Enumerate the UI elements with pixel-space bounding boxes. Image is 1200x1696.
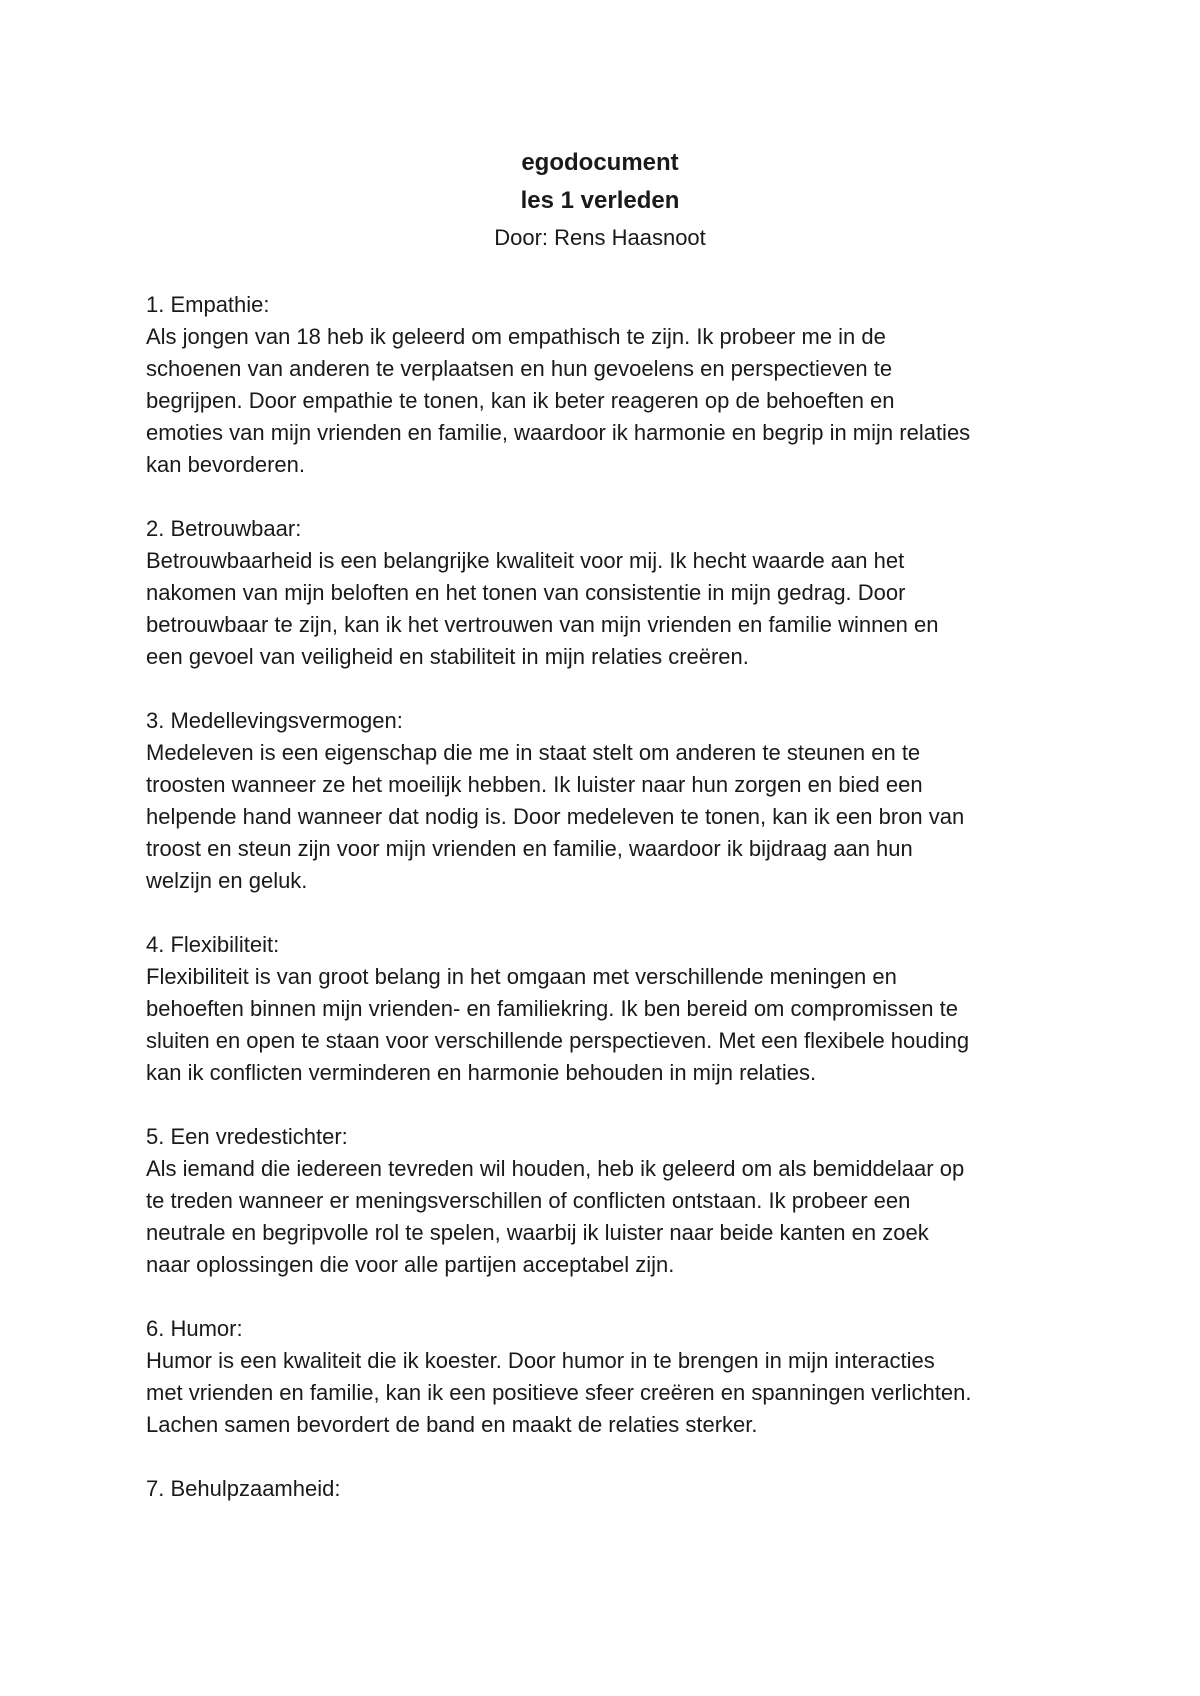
section-heading: 7. Behulpzaamheid: bbox=[146, 1476, 341, 1501]
section-vredestichter bbox=[146, 1121, 1066, 1281]
section-text: Als iemand die iedereen tevreden wil houden, heb ik geleerd om als bemiddelaar op te treden wanneer er meningsverschillen of conflicten ontstaan. Ik probeer een neutrale en begripvolle rol te spelen, waarbij ik luister naar beide kanten en zoek naar oplossingen die voor alle partijen acceptabel zijn. bbox=[146, 1156, 965, 1277]
document-title: egodocument bbox=[521, 149, 679, 176]
section-text: Medeleven is een eigenschap die me in staat stelt om anderen te steunen en te troosten wanneer ze het moeilijk hebben. Ik luister naar hun zorgen en bied een helpende hand wanneer dat nodig is. Door medeleven te tonen, kan ik een bron van troost en steun zijn voor mijn vrienden en familie, waardoor ik bijdraag aan hun welzijn en geluk. bbox=[146, 740, 965, 893]
section-text: Als jongen van 18 heb ik geleerd om empathisch te zijn. Ik probeer me in de schoenen van anderen te verplaatsen en hun gevoelens en perspectieven te begrijpen. Door empathie te tonen, kan ik beter reageren op de behoeften en emoties van mijn vrienden en familie, waardoor ik harmonie en begrip in mijn relaties kan bevorderen. bbox=[146, 324, 971, 477]
section-text: Flexibiliteit is van groot belang in het omgaan met verschillende meningen en behoeften binnen mijn vrienden- en familiekring. Ik ben bereid om compromissen te sluiten en open te staan voor verschillende perspectieven. Met een flexibele houding kan ik conflicten verminderen en harmonie behouden in mijn relaties. bbox=[146, 964, 970, 1085]
section-text: Humor is een kwaliteit die ik koester. Door humor in te brengen in mijn interacties met vrienden en familie, kan ik een positieve sfeer creëren en spanningen verlichten. Lachen samen bevordert de band en maakt de relaties sterker. bbox=[146, 1348, 972, 1437]
document-author: Door: Rens Haasnoot bbox=[494, 225, 706, 250]
section-betrouwbaar bbox=[146, 513, 1066, 673]
document-header bbox=[0, 144, 1200, 256]
section-heading: 6. Humor: bbox=[146, 1316, 243, 1341]
document-subtitle: les 1 verleden bbox=[520, 187, 680, 214]
section-empathie bbox=[146, 289, 1066, 481]
document-body bbox=[146, 289, 1066, 1537]
section-heading: 1. Empathie: bbox=[146, 292, 270, 317]
section-behulpzaamheid bbox=[146, 1473, 1066, 1505]
section-medelevingsvermogen bbox=[146, 705, 1066, 897]
section-heading: 5. Een vredestichter: bbox=[146, 1124, 348, 1149]
section-heading: 3. Medellevingsvermogen: bbox=[146, 708, 403, 733]
section-heading: 2. Betrouwbaar: bbox=[146, 516, 302, 541]
section-text: Betrouwbaarheid is een belangrijke kwaliteit voor mij. Ik hecht waarde aan het nakomen van mijn beloften en het tonen van consistentie in mijn gedrag. Door betrouwbaar te zijn, kan ik het vertrouwen van mijn vrienden en familie winnen en een gevoel van veiligheid en stabiliteit in mijn relaties creëren. bbox=[146, 548, 939, 669]
section-humor bbox=[146, 1313, 1066, 1441]
section-heading: 4. Flexibiliteit: bbox=[146, 932, 280, 957]
section-flexibiliteit bbox=[146, 929, 1066, 1089]
